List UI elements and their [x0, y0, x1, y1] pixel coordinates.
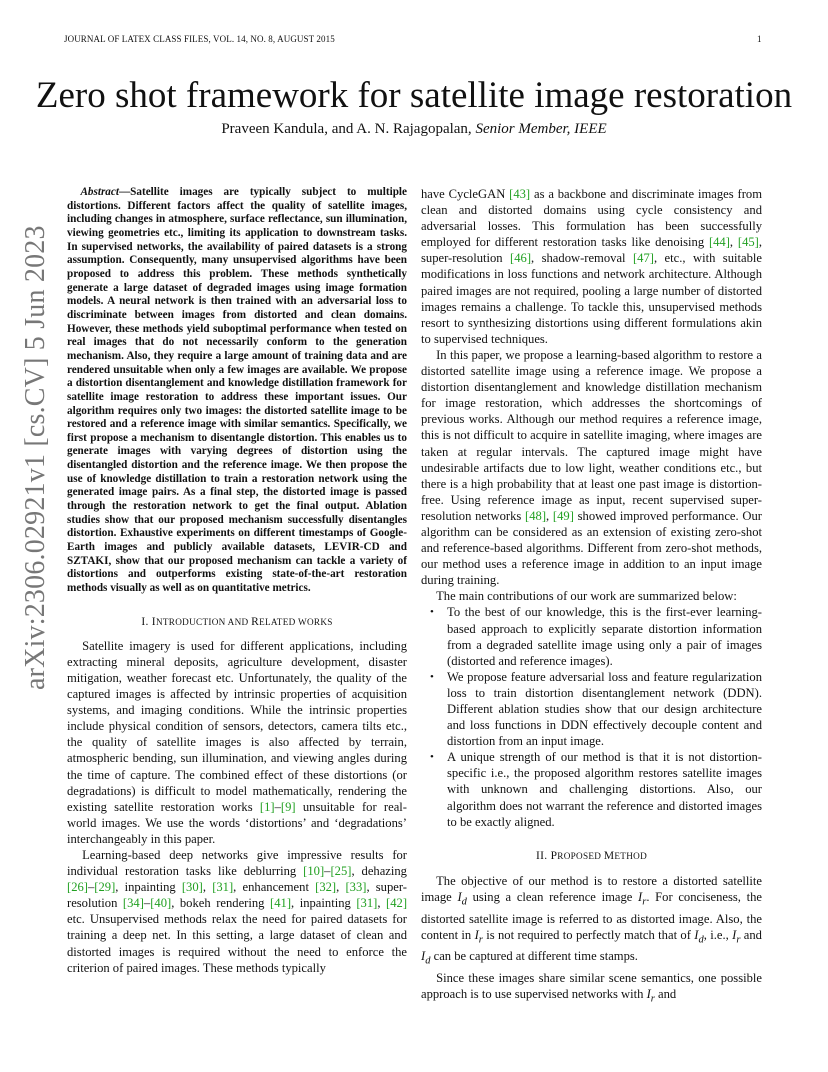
citation-link[interactable]: [41]: [270, 896, 292, 911]
contributions-list: [421, 604, 762, 829]
citation-link[interactable]: [10]: [303, 864, 325, 879]
abstract-text: —Satellite images are typically subject to multiple distortions. Different factors affect the quality of satellite images, including changes in atmosphere, surface reflectance, sun illumination, viewing geometries etc., limiting its application to downstream tasks. In supervised networks, the availability of paired datasets is a strong assumption. Consequently, many unsupervised algorithms have been proposed to address this problem. These methods synthetically generate a large dataset of degraded images using image formation models. A neural network is then trained with an adversarial loss to discriminate between images from distorted and clean domains. However, these methods yield suboptimal performance when tested on real images that do not necessarily conform to the generation mechanism. Also, they require a large amount of training data and are rendered unsuitable when only a few images are available. We propose a distortion disentanglement and knowledge distillation framework for satellite image restoration to address these important issues. Our algorithm requires only two images: the distorted satellite image to be restored and a reference image with similar semantics. Specifically, we first propose a mechanism to disentangle distortion. This enables us to generate images with varying degrees of distortion using the disentangled distortion and the reference image. We then propose the use of knowledge distillation to train a restoration network using the generated image pairs. As a final step, the distorted image is passed through the restoration network to get the final output. Ablation studies show that our proposed mechanism successfully disentangles distortion. Exhaustive experiments on different timestamps of Google-Earth images and publicly available datasets, LEVIR-CD and SZTAKI, show that our proposed mechanism can tackle a variety of distortions and outperforms existing state-of-the-art restoration methods visually as well as on quantitative metrics.: [67, 186, 407, 595]
right-paragraph-1: have CycleGAN [43] as a backbone and discriminate images from clean and distorted domains using cycle consistency and adversarial losses. This formulation has been successfully employed for different restoration tasks like denoising [44], [45], super-resolution [46], shadow-removal [47], etc., with suitable modifications in loss functions and network architecture. Although paired images are not required, pooling a large number of distorted images remains a challenge. To tackle this, unsupervised methods resort to synthesizing distortions using different formulations akin to supervised techniques.: [421, 187, 763, 346]
citation-link[interactable]: [46]: [510, 251, 532, 266]
bullet-icon: •: [430, 606, 434, 619]
citation-link[interactable]: [45]: [737, 235, 759, 250]
bullet-icon: •: [430, 751, 434, 764]
citation-link[interactable]: [33]: [345, 880, 367, 895]
intro-paragraph-2: Learning-based deep networks give impressive results for individual restoration tasks like deblurring [10]–[25], dehazing [26]–[29], inpainting [30], [31], enhancement [32], [33], super-resolution [34]–[40], bokeh rendering [41], inpainting [31], [42] etc. Unsupervised methods relax the need for paired datasets for training a deep net. In this setting, a large dataset of clean and distorted images is required without the need to enforce the criterion of paired images. These methods typically: [67, 848, 408, 975]
citation-link[interactable]: [30]: [181, 880, 203, 895]
citation-link[interactable]: [44]: [708, 235, 730, 250]
method-paragraph-2: Since these images share similar scene semantics, one possible approach is to use supervised networks with $I_r$ and: [421, 970, 762, 1005]
contributions-intro: The main contributions of our work are summarized below:: [436, 589, 737, 604]
math-symbol: $I_r$: [732, 927, 741, 946]
citation-link[interactable]: [26]: [67, 880, 88, 895]
citation-link[interactable]: [43]: [509, 187, 531, 201]
math-symbol: $I_d$: [457, 889, 467, 908]
method-paragraph-1: The objective of our method is to restore a distorted satellite image $I_d$ using a clean reference image $I_r$. For conciseness, the distorted satellite image is referred to as distorted image. Also, the content in $I_r$ is not required to perfectly match that of $I_d$, i.e., $I_r$ and $I_d$ can be captured at different time stamps.: [421, 873, 762, 967]
citation-link[interactable]: [29]: [94, 880, 116, 895]
bullet-icon: •: [430, 670, 434, 683]
math-symbol: $I_d$: [694, 927, 704, 946]
author-line: [0, 121, 828, 138]
page-number: 1: [757, 34, 762, 44]
citation-link[interactable]: [31]: [212, 880, 234, 895]
author-role: Senior Member, IEEE: [475, 121, 607, 137]
citation-link[interactable]: [34]: [122, 896, 144, 911]
citation-link[interactable]: [40]: [150, 896, 172, 911]
citation-link[interactable]: [9]: [280, 799, 296, 814]
right-column: [421, 186, 762, 1008]
journal-header: JOURNAL OF LATEX CLASS FILES, VOL. 14, NO. 8, AUGUST 2015: [64, 34, 335, 44]
math-symbol: $I_r$: [646, 986, 655, 1005]
right-paragraph-2: In this paper, we propose a learning-based algorithm to restore a distorted satellite image using a reference image. We propose a distortion disentanglement and knowledge distillation mechanism for image restoration, which addresses the shortcomings of previous works. Although our method requires a reference image, this is not difficult to acquire in satellite imaging, where images are taken at regular intervals. The captured image might have undesirable artifacts due to low light, weather conditions etc., but there is a high probability that at least one past image is distortion-free. Using reference image as input, recent supervised super-resolution networks [48], [49] showed improved performance. Our algorithm can be considered as an extension of existing zero-shot and reference-based algorithms. Different from zero-shot methods, our method uses a reference image in addition to an input image during training.: [421, 347, 762, 588]
citation-link[interactable]: [32]: [315, 880, 337, 895]
citation-link[interactable]: [47]: [632, 251, 654, 266]
section-heading-proposed-method: II. PROPOSED METHOD: [535, 849, 648, 862]
math-symbol: $I_d$: [421, 949, 431, 967]
arxiv-identifier: arXiv:2306.02921v1 [cs.CV] 5 Jun 2023: [20, 225, 51, 690]
list-item: • To the best of our knowledge, this is the first-ever learning-based approach to explicitly separate distortion information from a degraded satellite image using only a pair of images (distorted and reference images).: [430, 605, 762, 668]
intro-paragraph-1: Satellite imagery is used for different applications, including extracting mineral deposits, agriculture development, disaster mitigation, weather forecast etc. Unfortunately, the quality of the captured images is affected by intrinsic properties of acquisition systems, and imaging conditions. While the intrinsic properties include physical condition of sensors, detectors, camera tilts etc., the quality of satellite images is also affected by terrain, atmospheric bending, sun illumination, and viewing angles during the time of capture. The combined effect of these distortions (or degradations) is difficult to model mathematically, rendering the existing satellite restoration works [1]–[9] unsuitable for real-world images. We use the words ‘distortions’ and ‘degradations’ interchangeably in this paper.: [67, 638, 408, 846]
citation-link[interactable]: [42]: [386, 896, 408, 911]
paper-title: Zero shot framework for satellite image restoration: [35, 75, 793, 116]
abstract: [67, 186, 407, 596]
left-column: [67, 186, 407, 976]
citation-link[interactable]: [48]: [525, 508, 547, 523]
abstract-label: Abstract: [80, 186, 119, 198]
citation-link[interactable]: [31]: [356, 896, 378, 911]
citation-link[interactable]: [25]: [330, 864, 352, 879]
math-symbol: $I_r$: [638, 889, 647, 908]
list-item: • We propose feature adversarial loss and feature regularization loss to train distortion disentanglement network (DDN). Different ablation studies show that our design architecture and loss functions in DDN effectively decouple content and distortion from an input image.: [430, 669, 762, 749]
citation-link[interactable]: [1]: [259, 799, 275, 814]
author-names: Praveen Kandula, and A. N. Rajagopalan,: [221, 121, 476, 137]
math-symbol: $I_r$: [474, 927, 483, 946]
list-item: • A unique strength of our method is that it is not distortion-specific i.e., the proposed algorithm restores satellite images with unknown and challenging distortions. Also, our algorithm does not warrant the reference and distorted images to be exactly aligned.: [430, 750, 762, 829]
citation-link[interactable]: [49]: [552, 508, 574, 523]
section-heading-introduction: I. INTRODUCTION AND RELATED WORKS: [141, 615, 333, 628]
